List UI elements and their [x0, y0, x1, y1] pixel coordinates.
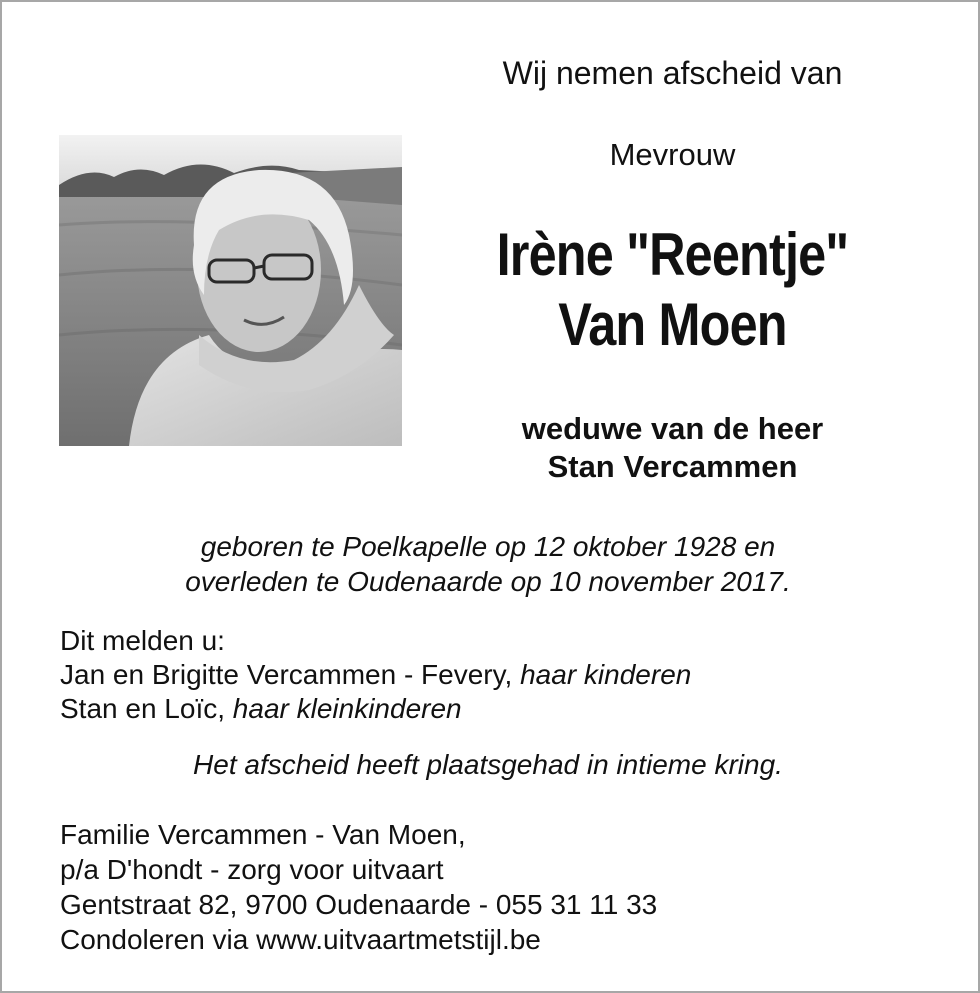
deceased-name-line-1: Irène "Reentje" — [496, 221, 849, 288]
death-line: overleden te Oudenaarde op 10 november 2017. — [185, 566, 791, 597]
announcement — [60, 624, 691, 726]
portrait-photo-graphic — [59, 135, 402, 446]
contact-footer — [60, 817, 657, 957]
family-names: Stan en Loïc, — [60, 693, 226, 724]
announce-heading: Dit melden u: — [60, 625, 225, 656]
birth-line: geboren te Poelkapelle op 12 oktober 1928 en — [200, 531, 776, 562]
ceremony-note: Het afscheid heeft plaatsgehad in intieme kring. — [193, 749, 783, 780]
footer-condolence-link: Condoleren via www.uitvaartmetstijl.be — [60, 924, 541, 955]
footer-address: Gentstraat 82, 9700 Oudenaarde - 055 31 11 33 — [60, 889, 658, 920]
intro-text: Wij nemen afscheid van — [502, 55, 843, 91]
portrait-photo — [59, 135, 402, 446]
family-line — [60, 658, 691, 692]
footer-funeral-home: p/a D'hondt - zorg voor uitvaart — [60, 854, 444, 885]
birth-death-dates — [0, 529, 976, 599]
family-names: Jan en Brigitte Vercammen - Fevery, — [60, 659, 513, 690]
family-relation: haar kleinkinderen — [232, 693, 462, 724]
family-line — [60, 692, 691, 726]
widow-of-line-2: Stan Vercammen — [547, 449, 798, 484]
salutation: Mevrouw — [609, 137, 736, 172]
footer-family: Familie Vercammen - Van Moen, — [60, 819, 466, 850]
deceased-name — [477, 220, 868, 360]
widow-of — [440, 410, 905, 486]
family-relation: haar kinderen — [520, 659, 692, 690]
widow-of-line-1: weduwe van de heer — [521, 411, 824, 446]
deceased-name-line-2: Van Moen — [558, 291, 787, 358]
